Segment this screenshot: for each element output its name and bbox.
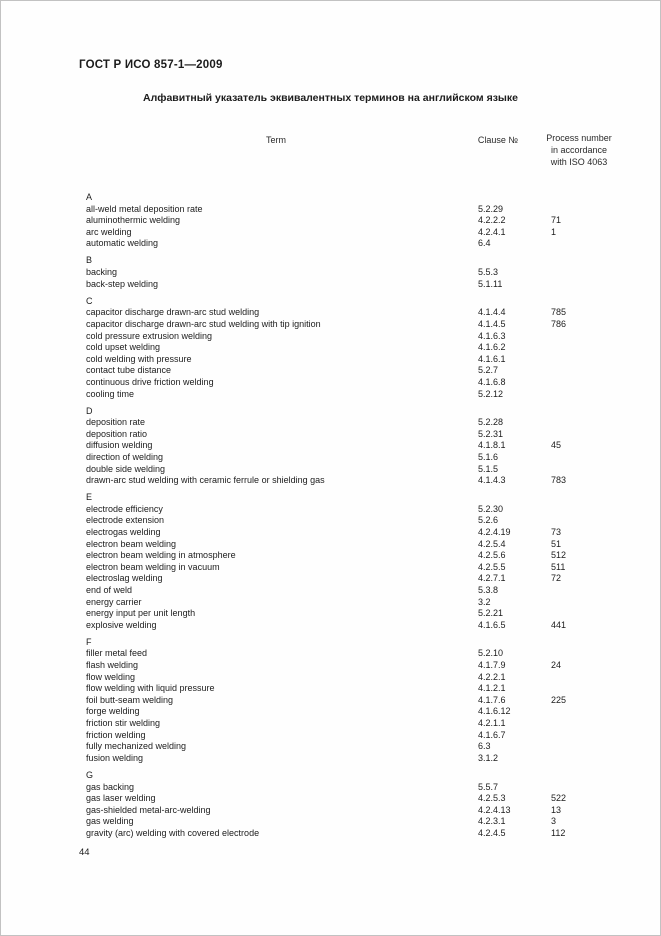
table-row bbox=[86, 354, 642, 366]
clause-cell: 3.2 bbox=[478, 596, 491, 607]
table-row bbox=[86, 828, 642, 840]
clause-cell: 4.1.6.2 bbox=[478, 342, 506, 353]
term-cell: fully mechanized welding bbox=[86, 741, 187, 752]
process-cell bbox=[551, 672, 611, 684]
process-cell: 225 bbox=[551, 694, 567, 705]
table-row bbox=[86, 585, 642, 597]
term-cell: fusion welding bbox=[86, 752, 144, 763]
section-letter: G bbox=[86, 769, 94, 780]
table-row bbox=[86, 527, 642, 539]
term-cell: back-step welding bbox=[86, 278, 159, 289]
table-row bbox=[86, 342, 642, 354]
process-cell: 511 bbox=[551, 561, 566, 572]
term-cell: double side welding bbox=[86, 463, 166, 474]
process-cell: 3 bbox=[551, 816, 557, 827]
table-row bbox=[86, 319, 642, 331]
process-cell bbox=[551, 267, 611, 279]
clause-cell: 5.2.29 bbox=[478, 203, 504, 214]
index-list bbox=[86, 192, 642, 839]
process-cell: 72 bbox=[551, 573, 562, 584]
clause-cell: 4.1.4.3 bbox=[478, 475, 506, 486]
term-cell: capacitor discharge drawn-arc stud welding bbox=[86, 307, 260, 318]
clause-cell: 4.1.6.12 bbox=[478, 706, 511, 717]
index-section bbox=[86, 637, 642, 765]
clause-cell: 5.2.21 bbox=[478, 608, 504, 619]
process-cell bbox=[551, 429, 611, 441]
term-cell: electrode extension bbox=[86, 515, 165, 526]
table-row bbox=[86, 730, 642, 742]
column-header-term: Term bbox=[266, 135, 286, 145]
term-cell: filler metal feed bbox=[86, 648, 148, 659]
column-header-clause: Clause № bbox=[477, 135, 519, 145]
term-cell: diffusion welding bbox=[86, 440, 153, 451]
clause-cell: 4.1.7.9 bbox=[478, 660, 506, 671]
table-row bbox=[86, 377, 642, 389]
table-row bbox=[86, 672, 642, 684]
table-row bbox=[86, 215, 642, 227]
clause-cell: 4.1.8.1 bbox=[478, 440, 506, 451]
process-cell bbox=[551, 515, 611, 527]
page-title: Алфавитный указатель эквивалентных терминов на английском языке bbox=[143, 92, 518, 104]
table-row bbox=[86, 805, 642, 817]
term-cell: gas-shielded metal-arc-welding bbox=[86, 804, 211, 815]
table-row bbox=[86, 562, 642, 574]
table-row bbox=[86, 267, 642, 279]
index-section bbox=[86, 492, 642, 631]
page-number: 44 bbox=[79, 847, 90, 858]
term-cell: electron beam welding in vacuum bbox=[86, 561, 220, 572]
section-letter: B bbox=[86, 255, 93, 266]
process-cell: 73 bbox=[551, 527, 562, 538]
term-cell: cold welding with pressure bbox=[86, 353, 192, 364]
term-cell: backing bbox=[86, 267, 118, 278]
process-cell bbox=[551, 464, 611, 476]
clause-cell: 4.2.5.5 bbox=[478, 561, 506, 572]
table-row bbox=[86, 452, 642, 464]
process-cell: 13 bbox=[551, 804, 562, 815]
term-cell: foil butt-seam welding bbox=[86, 694, 174, 705]
term-cell: cold pressure extrusion welding bbox=[86, 330, 213, 341]
term-cell: automatic welding bbox=[86, 238, 159, 249]
table-row bbox=[86, 660, 642, 672]
process-cell bbox=[551, 279, 611, 291]
table-row bbox=[86, 573, 642, 585]
process-cell bbox=[551, 706, 611, 718]
clause-cell: 4.2.5.4 bbox=[478, 538, 506, 549]
clause-cell: 4.2.1.1 bbox=[478, 718, 506, 729]
table-row bbox=[86, 648, 642, 660]
table-row bbox=[86, 475, 642, 487]
clause-cell: 4.2.7.1 bbox=[478, 573, 506, 584]
process-cell bbox=[551, 683, 611, 695]
process-cell bbox=[551, 753, 611, 765]
term-cell: energy carrier bbox=[86, 596, 142, 607]
table-row bbox=[86, 741, 642, 753]
column-header-process: Process number in accordance with ISO 4063 bbox=[546, 133, 612, 167]
table-row bbox=[86, 620, 642, 632]
term-cell: electrogas welding bbox=[86, 527, 161, 538]
term-cell: electrode efficiency bbox=[86, 503, 163, 514]
process-cell: 112 bbox=[551, 827, 566, 838]
term-cell: electron beam welding in atmosphere bbox=[86, 550, 236, 561]
process-cell: 786 bbox=[551, 318, 567, 329]
table-row bbox=[86, 429, 642, 441]
document-number: ГОСТ Р ИСО 857-1—2009 bbox=[79, 59, 223, 71]
term-cell: cooling time bbox=[86, 388, 135, 399]
clause-cell: 4.2.2.1 bbox=[478, 671, 506, 682]
process-cell bbox=[551, 389, 611, 401]
term-cell: aluminothermic welding bbox=[86, 215, 181, 226]
process-cell: 24 bbox=[551, 660, 562, 671]
table-row bbox=[86, 782, 642, 794]
clause-cell: 3.1.2 bbox=[478, 752, 499, 763]
clause-cell: 4.1.2.1 bbox=[478, 683, 506, 694]
table-row bbox=[86, 683, 642, 695]
clause-cell: 5.2.28 bbox=[478, 417, 504, 428]
clause-cell: 5.2.12 bbox=[478, 388, 504, 399]
table-row bbox=[86, 417, 642, 429]
clause-cell: 4.1.7.6 bbox=[478, 694, 506, 705]
table-row bbox=[86, 365, 642, 377]
process-cell: 512 bbox=[551, 550, 567, 561]
clause-cell: 4.2.5.6 bbox=[478, 550, 506, 561]
term-cell: friction welding bbox=[86, 729, 146, 740]
clause-cell: 5.2.30 bbox=[478, 503, 504, 514]
process-cell: 785 bbox=[551, 307, 567, 318]
process-cell bbox=[551, 648, 611, 660]
term-cell: electroslag welding bbox=[86, 573, 163, 584]
clause-cell: 6.3 bbox=[478, 741, 491, 752]
table-row bbox=[86, 238, 642, 250]
clause-cell: 4.2.3.1 bbox=[478, 816, 506, 827]
clause-cell: 4.2.4.13 bbox=[478, 804, 511, 815]
table-row bbox=[86, 608, 642, 620]
table-row bbox=[86, 539, 642, 551]
process-cell bbox=[551, 782, 611, 794]
table-row bbox=[86, 718, 642, 730]
table-row bbox=[86, 753, 642, 765]
clause-cell: 4.2.5.3 bbox=[478, 793, 506, 804]
term-cell: capacitor discharge drawn-arc stud welding with tip ignition bbox=[86, 318, 321, 329]
process-cell bbox=[551, 354, 611, 366]
process-cell bbox=[551, 204, 611, 216]
table-row bbox=[86, 307, 642, 319]
clause-cell: 4.2.4.5 bbox=[478, 827, 506, 838]
clause-cell: 4.2.4.19 bbox=[478, 527, 511, 538]
table-row bbox=[86, 440, 642, 452]
process-cell bbox=[551, 741, 611, 753]
term-cell: contact tube distance bbox=[86, 365, 172, 376]
clause-cell: 4.1.6.3 bbox=[478, 330, 506, 341]
clause-cell: 5.1.6 bbox=[478, 451, 499, 462]
term-cell: flash welding bbox=[86, 660, 139, 671]
term-cell: deposition ratio bbox=[86, 428, 148, 439]
index-section bbox=[86, 770, 642, 840]
term-cell: electron beam welding bbox=[86, 538, 177, 549]
clause-cell: 5.2.31 bbox=[478, 428, 504, 439]
table-row bbox=[86, 504, 642, 516]
index-section bbox=[86, 296, 642, 400]
process-cell bbox=[551, 331, 611, 343]
process-cell bbox=[551, 452, 611, 464]
term-cell: gas welding bbox=[86, 816, 134, 827]
term-cell: arc welding bbox=[86, 226, 132, 237]
term-cell: friction stir welding bbox=[86, 718, 161, 729]
clause-cell: 4.2.4.1 bbox=[478, 226, 506, 237]
term-cell: gas backing bbox=[86, 781, 135, 792]
section-letter: C bbox=[86, 295, 93, 306]
section-letter: D bbox=[86, 405, 93, 416]
term-cell: energy input per unit length bbox=[86, 608, 196, 619]
clause-cell: 4.1.6.7 bbox=[478, 729, 506, 740]
process-cell bbox=[551, 585, 611, 597]
index-section bbox=[86, 192, 642, 250]
term-cell: flow welding with liquid pressure bbox=[86, 683, 215, 694]
clause-cell: 5.2.7 bbox=[478, 365, 499, 376]
table-row bbox=[86, 706, 642, 718]
process-cell bbox=[551, 377, 611, 389]
table-row bbox=[86, 464, 642, 476]
term-cell: flow welding bbox=[86, 671, 136, 682]
term-cell: drawn-arc stud welding with ceramic ferrule or shielding gas bbox=[86, 475, 325, 486]
clause-cell: 4.1.4.4 bbox=[478, 307, 506, 318]
clause-cell: 4.1.6.8 bbox=[478, 376, 506, 387]
term-cell: all-weld metal deposition rate bbox=[86, 203, 203, 214]
section-letter: F bbox=[86, 636, 92, 647]
process-cell bbox=[551, 365, 611, 377]
process-cell bbox=[551, 718, 611, 730]
clause-cell: 4.2.2.2 bbox=[478, 215, 506, 226]
table-row bbox=[86, 695, 642, 707]
clause-cell: 5.1.5 bbox=[478, 463, 499, 474]
clause-cell: 5.5.3 bbox=[478, 267, 499, 278]
term-cell: explosive welding bbox=[86, 619, 157, 630]
term-cell: gravity (arc) welding with covered electrode bbox=[86, 827, 260, 838]
clause-cell: 4.1.6.5 bbox=[478, 619, 506, 630]
process-cell bbox=[551, 342, 611, 354]
term-cell: gas laser welding bbox=[86, 793, 156, 804]
table-row bbox=[86, 793, 642, 805]
process-cell: 71 bbox=[551, 215, 562, 226]
process-cell: 51 bbox=[551, 538, 562, 549]
clause-cell: 6.4 bbox=[478, 238, 491, 249]
section-letter: E bbox=[86, 492, 93, 503]
process-cell bbox=[551, 597, 611, 609]
index-section bbox=[86, 255, 642, 290]
process-cell: 783 bbox=[551, 475, 567, 486]
process-cell bbox=[551, 730, 611, 742]
term-cell: forge welding bbox=[86, 706, 140, 717]
clause-cell: 5.1.11 bbox=[478, 278, 503, 289]
table-row bbox=[86, 227, 642, 239]
clause-cell: 5.2.6 bbox=[478, 515, 499, 526]
table-row bbox=[86, 204, 642, 216]
clause-cell: 5.3.8 bbox=[478, 585, 499, 595]
process-cell bbox=[551, 504, 611, 516]
clause-cell: 4.1.6.1 bbox=[478, 353, 506, 364]
process-cell bbox=[551, 608, 611, 620]
clause-cell: 5.2.10 bbox=[478, 648, 504, 659]
process-cell bbox=[551, 238, 611, 250]
process-cell: 522 bbox=[551, 793, 567, 804]
process-cell: 1 bbox=[551, 226, 557, 237]
term-cell: cold upset welding bbox=[86, 342, 161, 353]
term-cell: continuous drive friction welding bbox=[86, 376, 214, 387]
process-cell: 45 bbox=[551, 440, 562, 451]
table-row bbox=[86, 331, 642, 343]
table-row bbox=[86, 597, 642, 609]
index-section bbox=[86, 406, 642, 487]
table-row bbox=[86, 389, 642, 401]
table-row bbox=[86, 279, 642, 291]
clause-cell: 5.5.7 bbox=[478, 781, 499, 792]
clause-cell: 4.1.4.5 bbox=[478, 318, 506, 329]
section-letter: A bbox=[86, 192, 93, 202]
table-row bbox=[86, 550, 642, 562]
table-row bbox=[86, 816, 642, 828]
term-cell: direction of welding bbox=[86, 451, 164, 462]
term-cell: deposition rate bbox=[86, 417, 146, 428]
process-cell: 441 bbox=[551, 619, 567, 630]
process-cell bbox=[551, 417, 611, 429]
term-cell: end of weld bbox=[86, 585, 133, 595]
table-row bbox=[86, 515, 642, 527]
